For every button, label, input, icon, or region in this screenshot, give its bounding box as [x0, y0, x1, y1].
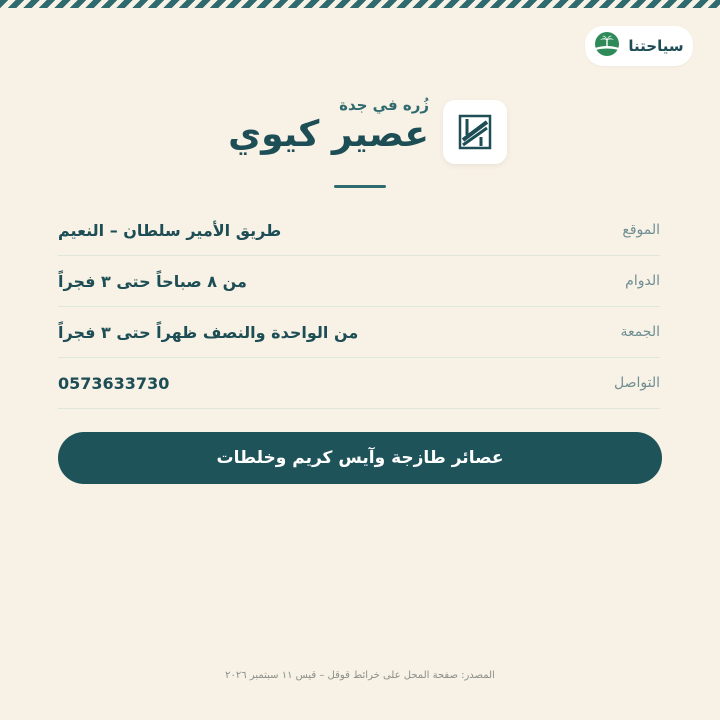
info-value-hours: من ٨ صباحاً حتى ٣ فجراً: [58, 271, 247, 291]
place-logo: [443, 100, 507, 164]
title-divider: [334, 185, 386, 188]
offerings-button[interactable]: عصائر طازجة وآيس كريم وخلطات: [58, 432, 662, 484]
brand-badge[interactable]: [585, 26, 693, 66]
top-stripe-decoration: [0, 0, 720, 8]
place-header: [0, 88, 720, 198]
source-footer: المصدر: صفحة المحل على خرائط قوقل – قيس ١١ سبتمبر ٢٠٢٦: [225, 670, 495, 681]
palm-sun-icon: [594, 31, 620, 61]
place-title: عصير كيوي: [228, 114, 429, 155]
phone-number[interactable]: 0573633730: [58, 373, 170, 393]
info-row-friday: [58, 307, 660, 358]
info-value-location: طريق الأمير سلطان – النعيم: [58, 220, 282, 240]
info-label-location: الموقع: [622, 222, 660, 238]
info-row-hours: [58, 256, 660, 307]
brand-name: سياحتنا: [628, 37, 684, 55]
kiwi-logo-icon: [457, 113, 493, 151]
info-row-location: [58, 205, 660, 256]
place-subtitle: زُره في جدة: [339, 96, 429, 114]
info-label-friday: الجمعة: [620, 324, 660, 340]
info-list: [58, 205, 660, 409]
info-label-contact: التواصل: [614, 375, 660, 391]
info-row-contact: [58, 358, 660, 409]
info-value-friday: من الواحدة والنصف ظهراً حتى ٣ فجراً: [58, 322, 359, 342]
info-label-hours: الدوام: [625, 273, 660, 289]
